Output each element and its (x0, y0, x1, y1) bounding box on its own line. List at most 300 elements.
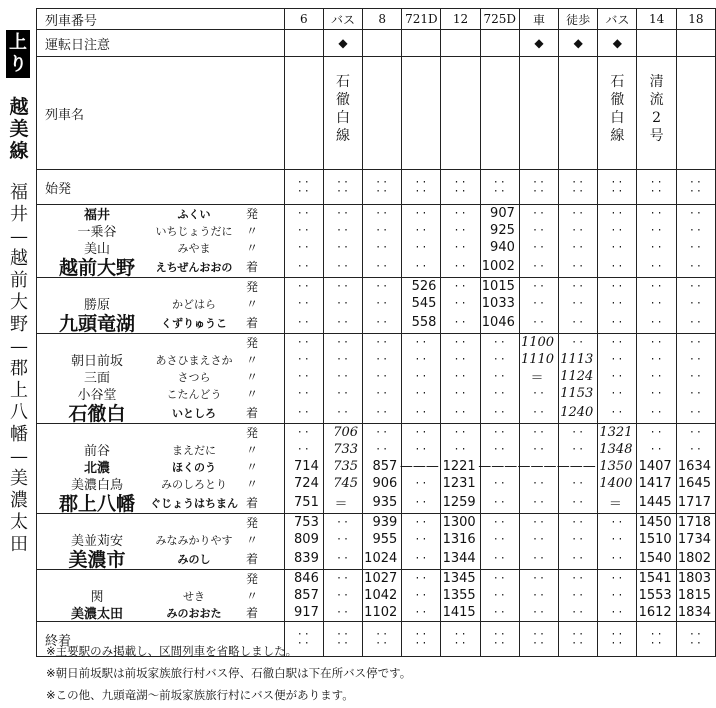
time-stack (399, 424, 440, 513)
time-cell: 1033 (481, 296, 515, 311)
time-cell (324, 351, 362, 368)
terminus-cell (559, 622, 598, 657)
route-char: — (10, 336, 28, 357)
time-cell (402, 239, 440, 256)
time-cell (598, 548, 636, 569)
station-kana: いちじょうだに (155, 224, 233, 238)
time-dots: ·· (688, 225, 703, 236)
station-kana: えちぜんおおの (155, 260, 233, 274)
time-dots: ·· (335, 517, 350, 528)
footnotes (46, 640, 411, 706)
station-list (37, 424, 277, 513)
time-dots: ·· (335, 337, 350, 348)
time-dots: ·· (492, 478, 507, 489)
station-mark: 発 (245, 572, 258, 586)
time-cell (441, 205, 479, 222)
terminus-cell (637, 622, 676, 657)
time-dots: ·· (414, 478, 429, 489)
time-cell: 1350 (599, 459, 633, 474)
time-column-cell (519, 278, 558, 334)
time-dots: ·· (688, 371, 703, 382)
time-dots: ·· (335, 208, 350, 219)
time-stack (677, 570, 715, 621)
time-cell (324, 368, 362, 385)
station-row (37, 205, 277, 222)
train-name-text: 清流2号 (649, 74, 664, 144)
time-cell (677, 334, 715, 351)
time-cell (598, 205, 636, 222)
time-stack (363, 424, 401, 513)
station-mark: 〃 (245, 353, 258, 367)
train-name-label: 列車名 (37, 57, 285, 170)
station-mark: 〃 (245, 589, 258, 603)
time-dots: ·· (335, 225, 350, 236)
time-dots: ·· (335, 317, 350, 328)
time-stack (324, 278, 362, 333)
time-cell: 907 (490, 206, 515, 221)
station-mark: 発 (245, 336, 258, 350)
time-cell: 1113 (560, 352, 594, 367)
time-column-cell (559, 514, 598, 570)
time-dots: ·· (688, 407, 703, 418)
footnote-line: ※朝日前坂駅は前坂家族旅行村バス停、石徹白駅は下在所バス停です。 (46, 666, 412, 680)
time-stack (402, 205, 440, 277)
time-cell: ——— (478, 459, 518, 474)
origin-cell-dots: ·· ·· (649, 176, 664, 197)
time-column-cell (598, 205, 637, 278)
time-stack (402, 570, 440, 621)
station-group-row (37, 334, 716, 424)
time-dots: ·· (571, 573, 586, 584)
time-stack (520, 570, 558, 621)
time-cell: 917 (294, 605, 319, 620)
time-cell: 1540 (638, 551, 672, 566)
time-dots: ·· (571, 225, 586, 236)
route-char: 田 (10, 534, 28, 555)
time-cell (637, 278, 675, 295)
time-cell (441, 424, 479, 441)
station-row (37, 492, 277, 513)
time-cell (559, 570, 597, 587)
origin-cell-dots: ·· ·· (375, 176, 390, 197)
time-cell (363, 312, 401, 333)
time-dots: ·· (610, 242, 625, 253)
time-dots: ·· (649, 388, 664, 399)
header-row-train-no (37, 9, 716, 30)
time-dots: ·· (649, 371, 664, 382)
station-row (37, 368, 277, 385)
time-stack (520, 334, 558, 423)
time-cell (285, 222, 323, 239)
time-stack (285, 278, 323, 333)
train-name-cell (402, 57, 441, 170)
station-mark: 発 (245, 426, 258, 440)
station-list (37, 205, 277, 277)
time-cell (559, 312, 597, 333)
time-dots: ·· (531, 407, 546, 418)
time-cell (520, 514, 558, 531)
time-column-cell (441, 278, 480, 334)
time-cell (402, 334, 440, 351)
direction-badge (6, 30, 30, 78)
time-cell: 906 (372, 476, 398, 491)
time-dots: ·· (610, 553, 625, 564)
time-cell (520, 312, 558, 333)
origin-cell (323, 170, 362, 205)
time-cell: 1634 (677, 459, 711, 474)
origin-cell-dots: ·· ·· (492, 176, 507, 197)
time-dots: ·· (610, 590, 625, 601)
time-cell (481, 385, 519, 402)
time-cell: 1345 (442, 571, 476, 586)
time-stack (677, 424, 715, 513)
station-list (37, 514, 277, 569)
time-cell: 839 (294, 551, 319, 566)
line-name (8, 96, 30, 162)
service-note-cell (676, 30, 715, 57)
time-dots: ·· (492, 407, 507, 418)
station-list-cell (37, 424, 285, 514)
station-group-row (37, 205, 716, 278)
time-cell (481, 441, 519, 458)
time-cell (285, 351, 323, 368)
time-cell: 1815 (677, 588, 711, 603)
time-dots: ·· (649, 261, 664, 272)
time-dots: ·· (688, 242, 703, 253)
time-cell (677, 222, 715, 239)
station-kana: みやま (177, 241, 211, 255)
time-dots: ·· (531, 317, 546, 328)
time-column-cell (556, 424, 598, 514)
time-cell: 1612 (638, 605, 672, 620)
time-column-cell (480, 205, 519, 278)
time-dots: ·· (531, 478, 546, 489)
time-column-cell (363, 424, 402, 514)
time-cell (677, 295, 715, 312)
time-column-cell (480, 278, 519, 334)
time-dots: ·· (375, 208, 390, 219)
time-cell (402, 492, 440, 513)
time-dots: ·· (335, 407, 350, 418)
time-stack (324, 334, 362, 423)
time-cell (559, 604, 597, 621)
time-cell (520, 548, 558, 569)
time-dots: ·· (375, 444, 390, 455)
time-cell (677, 368, 715, 385)
time-cell: 939 (372, 515, 398, 530)
line-name-char: 線 (9, 140, 29, 162)
time-cell: 1321 (599, 425, 633, 440)
route-char: 幡 (10, 424, 28, 445)
time-stack (520, 278, 558, 333)
time-cell (677, 278, 715, 295)
time-cell (677, 239, 715, 256)
time-cell (481, 475, 519, 492)
station-kana: みなみかりやす (155, 533, 233, 547)
station-name: 石徹白 (68, 403, 126, 425)
time-dots: ·· (571, 298, 586, 309)
origin-label: 始発 (37, 170, 285, 205)
time-dots: ·· (571, 261, 586, 272)
time-cell (285, 256, 323, 277)
time-cell (598, 256, 636, 277)
time-dots: ·· (414, 354, 429, 365)
time-dots: ·· (492, 517, 507, 528)
time-cell (559, 424, 597, 441)
train-name-cell (637, 57, 676, 170)
time-dots: ·· (335, 371, 350, 382)
time-cell (402, 402, 440, 423)
train-no-cell: 725D (480, 9, 519, 30)
time-dots: ·· (296, 298, 311, 309)
time-dots: ·· (453, 407, 468, 418)
time-cell (324, 239, 362, 256)
train-name-cell (480, 57, 519, 170)
time-cell (363, 334, 401, 351)
time-dots: ·· (414, 497, 429, 508)
time-cell (363, 239, 401, 256)
time-cell: 1400 (599, 476, 633, 491)
time-dots: ·· (649, 298, 664, 309)
station-name: 美濃白鳥 (70, 478, 123, 493)
time-column-cell (284, 334, 323, 424)
time-cell (520, 205, 558, 222)
time-column-cell (441, 205, 480, 278)
time-dots: ·· (335, 534, 350, 545)
train-no-cell: バス (323, 9, 362, 30)
time-cell: 1124 (560, 369, 594, 384)
time-dots: ·· (335, 298, 350, 309)
service-note-cell (284, 30, 323, 57)
station-kana: いとしろ (172, 406, 216, 420)
direction-char: り (9, 54, 27, 75)
terminus-cell-dots: ·· ·· (688, 628, 703, 649)
station-mark: 〃 (245, 297, 258, 311)
terminus-cell (676, 622, 715, 657)
train-name-cell (676, 57, 715, 170)
time-stack (556, 424, 597, 513)
time-dots: ·· (531, 497, 546, 508)
terminus-cell-dots: ·· ·· (571, 628, 586, 649)
time-column-cell (441, 514, 480, 570)
time-column-cell (284, 278, 323, 334)
time-dots: ·· (296, 261, 311, 272)
time-dots: ·· (571, 317, 586, 328)
time-cell: 857 (372, 459, 398, 474)
time-dots: ·· (296, 388, 311, 399)
terminus-cell-dots: ·· ·· (610, 628, 625, 649)
train-name-cell (284, 57, 323, 170)
time-dots: ·· (375, 427, 390, 438)
station-mark: 着 (245, 260, 258, 274)
time-cell: 753 (294, 515, 319, 530)
time-cell: 1316 (442, 532, 476, 547)
time-dots: ·· (414, 534, 429, 545)
train-name-cell (441, 57, 480, 170)
time-stack (637, 570, 675, 621)
terminus-cell-dots: ·· ·· (531, 628, 546, 649)
train-name-cell (363, 57, 402, 170)
time-cell: 1718 (677, 515, 711, 530)
time-cell: 955 (372, 532, 398, 547)
station-mark: 着 (245, 316, 258, 330)
time-dots: ·· (335, 261, 350, 272)
time-stack (481, 205, 519, 277)
time-cell (363, 385, 401, 402)
time-dots: ·· (335, 242, 350, 253)
time-column-cell (637, 334, 676, 424)
time-dots: ·· (688, 317, 703, 328)
line-name-char: 越 (9, 96, 29, 118)
time-cell (481, 424, 519, 441)
time-cell (481, 570, 519, 587)
time-column-cell (519, 570, 558, 622)
station-mark: 〃 (245, 387, 258, 401)
origin-cell (519, 170, 558, 205)
station-name: 郡上八幡 (58, 493, 135, 515)
time-dots: ·· (531, 208, 546, 219)
terminus-cell (441, 622, 480, 657)
time-cell (285, 385, 323, 402)
time-stack (441, 570, 479, 621)
station-list (37, 278, 277, 333)
time-stack (637, 334, 675, 423)
time-cell: 1046 (481, 315, 515, 330)
station-row (37, 458, 277, 475)
time-dots: ·· (375, 225, 390, 236)
time-cell (481, 402, 519, 423)
time-stack (478, 424, 519, 513)
time-column-cell (637, 205, 676, 278)
train-no-cell: 徒歩 (559, 9, 598, 30)
time-cell: 1407 (638, 459, 672, 474)
time-dots: ·· (453, 261, 468, 272)
time-dots: ·· (688, 281, 703, 292)
time-cell: 1445 (638, 495, 672, 510)
time-dots: ·· (492, 497, 507, 508)
time-column-cell (519, 424, 558, 514)
time-cell (598, 368, 636, 385)
time-stack (441, 278, 479, 333)
time-cell (324, 531, 362, 548)
station-kana: さつら (177, 370, 211, 384)
time-cell (402, 570, 440, 587)
time-dots: ·· (492, 371, 507, 382)
time-cell (598, 604, 636, 621)
time-stack (481, 334, 519, 423)
time-dots: ·· (335, 573, 350, 584)
time-column-cell (480, 424, 519, 514)
time-cell: 751 (294, 495, 319, 510)
time-column-cell (363, 205, 402, 278)
time-dots: ·· (531, 388, 546, 399)
time-cell (520, 222, 558, 239)
time-cell (598, 531, 636, 548)
time-cell (324, 256, 362, 277)
station-mark: 〃 (245, 241, 258, 255)
time-dots: ·· (649, 317, 664, 328)
time-cell (481, 531, 519, 548)
origin-cell (480, 170, 519, 205)
time-dots: ·· (571, 590, 586, 601)
service-note-cell (637, 30, 676, 57)
time-dots: ·· (375, 242, 390, 253)
time-cell (520, 278, 558, 295)
time-cell: 1415 (442, 605, 476, 620)
time-cell: 925 (490, 223, 515, 238)
time-dots: ·· (531, 517, 546, 528)
time-cell: 1100 (520, 335, 555, 350)
time-cell: 1802 (677, 551, 711, 566)
time-column-cell (402, 334, 441, 424)
time-dots: ·· (688, 427, 703, 438)
timetable (36, 8, 716, 657)
time-dots: ·· (571, 534, 586, 545)
station-row (37, 441, 277, 458)
origin-cell (363, 170, 402, 205)
time-cell (285, 239, 323, 256)
time-cell (677, 424, 715, 441)
time-stack (598, 570, 636, 621)
time-dots: ·· (531, 427, 546, 438)
time-cell (559, 514, 597, 531)
station-row (37, 351, 277, 368)
station-mark: 〃 (245, 443, 258, 457)
time-dots: ·· (492, 427, 507, 438)
time-dots: ·· (688, 337, 703, 348)
station-name: 北濃 (83, 461, 110, 476)
origin-cell (402, 170, 441, 205)
time-dots: ·· (492, 590, 507, 601)
time-dots: ·· (610, 317, 625, 328)
origin-cell-dots: ·· ·· (335, 176, 350, 197)
station-kana: みのしろとり (161, 477, 227, 491)
origin-cell (559, 170, 598, 205)
time-cell: 714 (294, 459, 319, 474)
time-cell (520, 570, 558, 587)
time-dots: ·· (414, 427, 429, 438)
station-mark: 〃 (245, 533, 258, 547)
time-cell (637, 424, 675, 441)
time-column-cell (598, 424, 637, 514)
time-dots: ·· (649, 225, 664, 236)
time-dots: ·· (453, 354, 468, 365)
time-stack (285, 424, 323, 513)
time-cell (441, 278, 479, 295)
time-stack (402, 334, 440, 423)
time-dots: ·· (453, 371, 468, 382)
time-cell (559, 475, 597, 492)
time-cell (481, 587, 519, 604)
time-cell (285, 334, 323, 351)
origin-cell-dots: ·· ·· (571, 176, 586, 197)
station-mark: 発 (245, 280, 258, 294)
station-name: 朝日前坂 (70, 354, 123, 369)
side-panel (0, 0, 36, 640)
time-stack (637, 278, 675, 333)
time-column-cell (402, 570, 441, 622)
time-dots: ·· (610, 337, 625, 348)
station-list-cell (37, 514, 285, 570)
time-cell (402, 205, 440, 222)
station-row (37, 402, 277, 423)
time-stack (441, 424, 479, 513)
time-cell (598, 295, 636, 312)
time-cell: ——— (517, 459, 557, 474)
time-cell (559, 492, 597, 513)
terminus-cell (480, 622, 519, 657)
station-name: 小谷堂 (77, 388, 117, 403)
